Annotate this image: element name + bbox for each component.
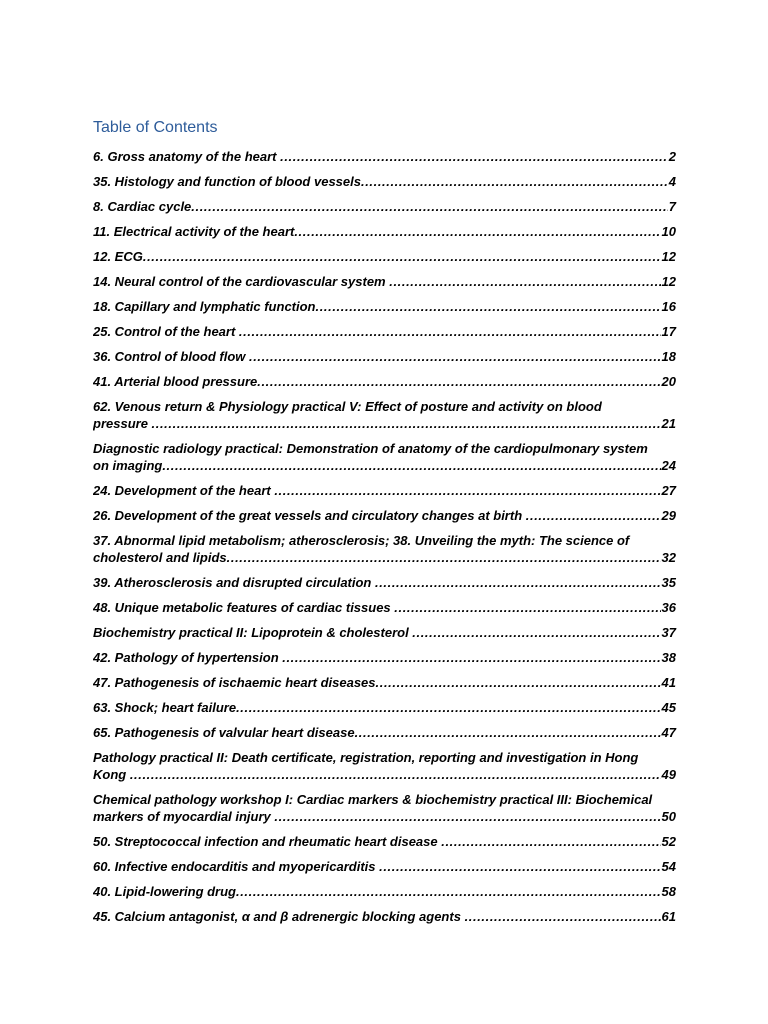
toc-entry[interactable] bbox=[93, 298, 676, 315]
document-page bbox=[93, 117, 676, 933]
toc-entry-page: 54 bbox=[661, 859, 676, 874]
toc-entry[interactable] bbox=[93, 198, 676, 215]
toc-entry-page: 50 bbox=[661, 809, 676, 824]
toc-entry[interactable] bbox=[93, 908, 676, 925]
toc-entry-page: 61 bbox=[661, 909, 676, 924]
toc-entry-title: 26. Development of the great vessels and circulatory changes at birth ..... bbox=[93, 507, 661, 524]
toc-entry-title: 42. Pathology of hypertension ..... bbox=[93, 649, 661, 666]
toc-entry-page: 20 bbox=[661, 374, 676, 389]
toc-entry[interactable] bbox=[93, 148, 676, 165]
toc-entry[interactable] bbox=[93, 674, 676, 691]
toc-entry-title-line2: cholesterol and lipids ..... bbox=[93, 549, 661, 566]
toc-entry[interactable] bbox=[93, 373, 676, 390]
toc-entry-page: 36 bbox=[661, 600, 676, 615]
toc-entry-page: 58 bbox=[661, 884, 676, 899]
toc-entry-page: 12 bbox=[661, 249, 676, 264]
toc-entry-page: 37 bbox=[661, 625, 676, 640]
toc-entry[interactable] bbox=[93, 724, 676, 741]
toc-entry-title: 14. Neural control of the cardiovascular system ..... bbox=[93, 273, 661, 290]
toc-entry-title-line1: Pathology practical II: Death certificate, registration, reporting and investigation in Hong bbox=[93, 750, 639, 765]
toc-entry-title-line2: pressure ..... bbox=[93, 415, 661, 432]
toc-entry[interactable] bbox=[93, 624, 676, 641]
toc-entry-title: 8. Cardiac cycle ..... bbox=[93, 198, 668, 215]
toc-entry-title-line1: 37. Abnormal lipid metabolism; atherosclerosis; 38. Unveiling the myth: The science of bbox=[93, 533, 630, 548]
toc-entry[interactable] bbox=[93, 248, 676, 265]
toc-entry-page: 24 bbox=[661, 458, 676, 473]
toc-entry[interactable] bbox=[93, 649, 676, 666]
toc-entry-title: 12. ECG ..... bbox=[93, 248, 661, 265]
toc-entry-page: 52 bbox=[661, 834, 676, 849]
toc-entry-title: 41. Arterial blood pressure ..... bbox=[93, 373, 661, 390]
toc-entry-page: 12 bbox=[661, 274, 676, 289]
toc-list bbox=[93, 148, 676, 925]
toc-entry-title: 36. Control of blood flow ..... bbox=[93, 348, 661, 365]
toc-entry-title: 60. Infective endocarditis and myopericarditis ..... bbox=[93, 858, 661, 875]
toc-entry-page: 18 bbox=[661, 349, 676, 364]
toc-entry[interactable] bbox=[93, 883, 676, 900]
toc-entry-title: 50. Streptococcal infection and rheumatic heart disease ..... bbox=[93, 833, 661, 850]
toc-entry[interactable] bbox=[93, 173, 676, 190]
toc-entry-page: 41 bbox=[661, 675, 676, 690]
toc-entry[interactable] bbox=[93, 532, 676, 566]
toc-entry-page: 47 bbox=[661, 725, 676, 740]
toc-entry-page: 4 bbox=[668, 174, 676, 189]
toc-entry-page: 10 bbox=[661, 224, 676, 239]
toc-entry-title-line2: Kong ..... bbox=[93, 766, 661, 783]
toc-entry-title: Biochemistry practical II: Lipoprotein & cholesterol ..... bbox=[93, 624, 661, 641]
toc-entry[interactable] bbox=[93, 273, 676, 290]
toc-title: Table of Contents bbox=[93, 119, 218, 136]
toc-entry-page: 45 bbox=[661, 700, 676, 715]
toc-entry[interactable] bbox=[93, 482, 676, 499]
toc-entry-page: 49 bbox=[661, 767, 676, 782]
toc-entry-title: 18. Capillary and lymphatic function ..... bbox=[93, 298, 661, 315]
toc-entry-page: 17 bbox=[661, 324, 676, 339]
toc-entry[interactable] bbox=[93, 699, 676, 716]
toc-entry[interactable] bbox=[93, 791, 676, 825]
toc-entry[interactable] bbox=[93, 507, 676, 524]
toc-entry[interactable] bbox=[93, 599, 676, 616]
toc-entry-title-line2: markers of myocardial injury ..... bbox=[93, 808, 661, 825]
toc-entry[interactable] bbox=[93, 833, 676, 850]
toc-entry[interactable] bbox=[93, 749, 676, 783]
toc-entry-title: 63. Shock; heart failure ..... bbox=[93, 699, 661, 716]
toc-entry[interactable] bbox=[93, 223, 676, 240]
toc-entry-title: 47. Pathogenesis of ischaemic heart diseases ..... bbox=[93, 674, 661, 691]
toc-entry-page: 16 bbox=[661, 299, 676, 314]
toc-entry-title: 24. Development of the heart ..... bbox=[93, 482, 661, 499]
toc-entry-title: 65. Pathogenesis of valvular heart disease ..... bbox=[93, 724, 661, 741]
toc-entry-title: 25. Control of the heart ..... bbox=[93, 323, 661, 340]
toc-entry-title: 48. Unique metabolic features of cardiac tissues ..... bbox=[93, 599, 661, 616]
toc-entry-title: 40. Lipid-lowering drug ..... bbox=[93, 883, 661, 900]
toc-entry-title: 11. Electrical activity of the heart ..... bbox=[93, 223, 661, 240]
toc-entry-page: 7 bbox=[668, 199, 676, 214]
toc-entry-title-line2: on imaging ..... bbox=[93, 457, 661, 474]
toc-entry-title: 35. Histology and function of blood vessels ..... bbox=[93, 173, 668, 190]
toc-entry-title-line1: Chemical pathology workshop I: Cardiac markers & biochemistry practical III: Biochemical bbox=[93, 792, 653, 807]
toc-entry[interactable] bbox=[93, 440, 676, 474]
toc-entry-title: 39. Atherosclerosis and disrupted circulation ..... bbox=[93, 574, 661, 591]
toc-entry[interactable] bbox=[93, 323, 676, 340]
toc-entry[interactable] bbox=[93, 398, 676, 432]
toc-entry-title: 6. Gross anatomy of the heart ..... bbox=[93, 148, 668, 165]
toc-entry-title-line1: Diagnostic radiology practical: Demonstration of anatomy of the cardiopulmonary system bbox=[93, 441, 648, 456]
toc-entry-page: 27 bbox=[661, 483, 676, 498]
toc-entry-title-line1: 62. Venous return & Physiology practical V: Effect of posture and activity on blood bbox=[93, 399, 602, 414]
toc-entry-page: 2 bbox=[668, 149, 676, 164]
toc-entry-page: 29 bbox=[661, 508, 676, 523]
toc-entry-page: 35 bbox=[661, 575, 676, 590]
toc-entry-page: 38 bbox=[661, 650, 676, 665]
toc-entry-title: 45. Calcium antagonist, α and β adrenergic blocking agents ..... bbox=[93, 908, 661, 925]
toc-entry[interactable] bbox=[93, 348, 676, 365]
toc-entry[interactable] bbox=[93, 574, 676, 591]
toc-entry-page: 21 bbox=[661, 416, 676, 431]
toc-entry-page: 32 bbox=[661, 550, 676, 565]
toc-entry[interactable] bbox=[93, 858, 676, 875]
